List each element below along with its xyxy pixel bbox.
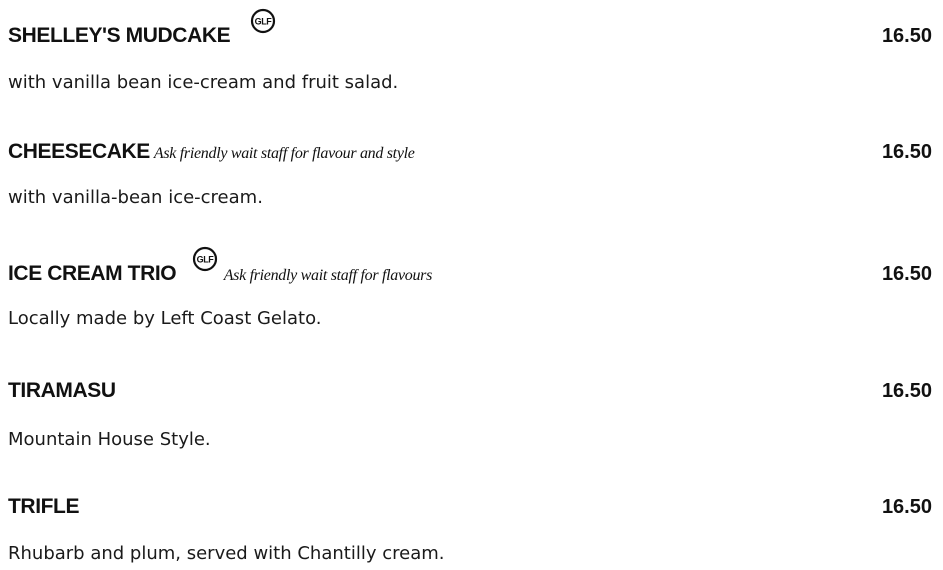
- menu-item-name-text: TRIFLE: [8, 495, 80, 518]
- menu-item-name: [8, 254, 432, 293]
- menu-item-name: [8, 374, 116, 408]
- menu-item-note: Ask friendly wait staff for flavour and style: [153, 145, 415, 162]
- gluten-free-badge-icon: [190, 245, 220, 275]
- menu-item-description: with vanilla-bean ice-cream.: [8, 187, 263, 208]
- menu-item-cheesecake: [8, 135, 932, 208]
- gluten-free-badge-icon: [248, 7, 278, 37]
- menu-item-trifle: [8, 490, 932, 564]
- menu-item-title-row: [8, 16, 932, 53]
- menu-item-description: Mountain House Style.: [8, 429, 211, 450]
- menu-item-description: with vanilla bean ice-cream and fruit salad.: [8, 72, 399, 93]
- menu-item-name: [8, 490, 79, 524]
- menu-item-title-row: [8, 254, 932, 291]
- menu-item-name: [8, 16, 278, 53]
- menu-item-title-row: [8, 490, 932, 524]
- menu-item-description: Locally made by Left Coast Gelato.: [8, 308, 322, 329]
- menu-item-name-text: ICE CREAM TRIO: [8, 262, 177, 285]
- menu-item-description: Rhubarb and plum, served with Chantilly cream.: [8, 543, 445, 564]
- gluten-free-badge-label: GLF: [254, 16, 272, 27]
- menu-item-name-text: CHEESECAKE: [8, 140, 150, 163]
- menu-item-price: 16.50: [881, 496, 932, 518]
- menu-item-name-text: SHELLEY'S MUDCAKE: [8, 24, 231, 47]
- menu-item-mudcake: [8, 16, 932, 93]
- menu-item-ice-cream-trio: [8, 254, 932, 329]
- menu-item-title-row: [8, 135, 932, 169]
- menu-item-price: 16.50: [881, 25, 932, 47]
- menu-item-price: 16.50: [881, 141, 932, 163]
- menu-item-price: 16.50: [881, 380, 932, 402]
- menu-item-price: 16.50: [881, 263, 932, 285]
- menu-item-title-row: [8, 374, 932, 408]
- menu-item-note: Ask friendly wait staff for flavours: [223, 267, 432, 284]
- menu-item-name-text: TIRAMASU: [8, 379, 116, 402]
- gluten-free-badge-label: GLF: [196, 254, 214, 265]
- menu-item-tiramasu: [8, 374, 932, 450]
- menu-item-name: [8, 135, 415, 171]
